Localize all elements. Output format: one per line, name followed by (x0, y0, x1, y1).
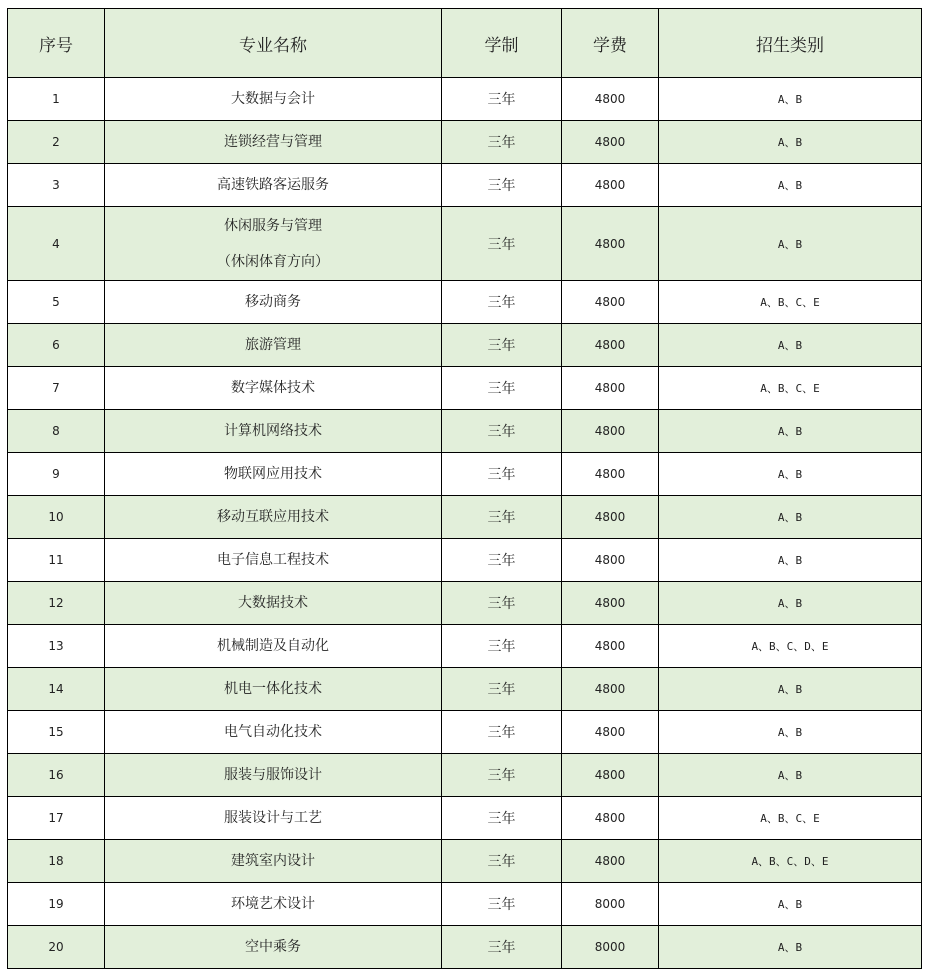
major-name-text: 数字媒体技术 (231, 380, 315, 396)
cell-index: 18 (8, 840, 105, 883)
major-name-text: 电子信息工程技术 (217, 552, 329, 568)
cell-category: A、B (659, 453, 922, 496)
cell-category: A、B (659, 754, 922, 797)
major-name-text: 服装与服饰设计 (224, 767, 322, 783)
cell-major-name (105, 324, 442, 367)
major-name-text: 机电一体化技术 (224, 681, 322, 697)
cell-duration: 三年 (442, 281, 562, 324)
cell-index: 5 (8, 281, 105, 324)
cell-major-name (105, 410, 442, 453)
cell-tuition: 4800 (562, 367, 659, 410)
cell-duration: 三年 (442, 367, 562, 410)
cell-major-name (105, 625, 442, 668)
cell-index: 3 (8, 164, 105, 207)
cell-tuition: 4800 (562, 539, 659, 582)
cell-index: 14 (8, 668, 105, 711)
cell-tuition: 4800 (562, 207, 659, 281)
majors-table (7, 8, 922, 969)
cell-index: 11 (8, 539, 105, 582)
cell-index: 19 (8, 883, 105, 926)
table-header (8, 9, 922, 78)
major-name-text: 休闲服务与管理 (224, 217, 322, 234)
cell-major-name (105, 539, 442, 582)
table-row (8, 539, 922, 582)
major-name-text: 空中乘务 (245, 939, 301, 955)
cell-category: A、B (659, 539, 922, 582)
cell-category: A、B、C、E (659, 367, 922, 410)
table-row (8, 453, 922, 496)
cell-major-name (105, 754, 442, 797)
cell-duration: 三年 (442, 883, 562, 926)
cell-index: 13 (8, 625, 105, 668)
table-row (8, 496, 922, 539)
table-body (8, 78, 922, 969)
cell-category: A、B、C、E (659, 797, 922, 840)
cell-duration: 三年 (442, 496, 562, 539)
cell-tuition: 4800 (562, 410, 659, 453)
cell-duration: 三年 (442, 926, 562, 969)
cell-category: A、B、C、E (659, 281, 922, 324)
cell-index: 7 (8, 367, 105, 410)
major-name-text: 移动互联应用技术 (217, 509, 329, 525)
table-row (8, 324, 922, 367)
cell-tuition: 8000 (562, 926, 659, 969)
cell-tuition: 4800 (562, 121, 659, 164)
table-row (8, 367, 922, 410)
cell-duration: 三年 (442, 164, 562, 207)
cell-major-name (105, 78, 442, 121)
cell-duration: 三年 (442, 78, 562, 121)
cell-duration: 三年 (442, 711, 562, 754)
cell-tuition: 4800 (562, 582, 659, 625)
col-header-category: 招生类别 (659, 9, 922, 78)
cell-category: A、B (659, 668, 922, 711)
major-name-text: 服装设计与工艺 (224, 810, 322, 826)
cell-category: A、B (659, 324, 922, 367)
cell-category: A、B、C、D、E (659, 625, 922, 668)
cell-duration: 三年 (442, 539, 562, 582)
table-row (8, 840, 922, 883)
cell-tuition: 4800 (562, 840, 659, 883)
cell-major-name (105, 668, 442, 711)
major-name-text: 大数据与会计 (231, 91, 315, 107)
cell-tuition: 4800 (562, 281, 659, 324)
major-name-text: 建筑室内设计 (231, 853, 315, 869)
cell-duration: 三年 (442, 410, 562, 453)
major-name-text: 高速铁路客运服务 (217, 177, 329, 193)
cell-duration: 三年 (442, 754, 562, 797)
cell-index: 8 (8, 410, 105, 453)
table-row (8, 164, 922, 207)
cell-major-name (105, 367, 442, 410)
major-name-text: 物联网应用技术 (224, 466, 322, 482)
cell-category: A、B、C、D、E (659, 840, 922, 883)
cell-index: 16 (8, 754, 105, 797)
cell-tuition: 4800 (562, 324, 659, 367)
cell-category: A、B (659, 121, 922, 164)
cell-index: 6 (8, 324, 105, 367)
table-row (8, 207, 922, 281)
major-name-text: 电气自动化技术 (224, 724, 322, 740)
cell-category: A、B (659, 410, 922, 453)
cell-duration: 三年 (442, 840, 562, 883)
cell-duration: 三年 (442, 582, 562, 625)
cell-major-name (105, 797, 442, 840)
table-row (8, 410, 922, 453)
major-name-text: 计算机网络技术 (224, 423, 322, 439)
cell-tuition: 8000 (562, 883, 659, 926)
cell-index: 9 (8, 453, 105, 496)
major-name-text: 环境艺术设计 (231, 896, 315, 912)
cell-major-name (105, 711, 442, 754)
table-row (8, 754, 922, 797)
cell-tuition: 4800 (562, 164, 659, 207)
major-name-text: 连锁经营与管理 (224, 134, 322, 150)
cell-category: A、B (659, 78, 922, 121)
cell-category: A、B (659, 207, 922, 281)
cell-tuition: 4800 (562, 496, 659, 539)
cell-major-name (105, 121, 442, 164)
table-row (8, 121, 922, 164)
major-name-text: 旅游管理 (245, 337, 301, 353)
cell-index: 15 (8, 711, 105, 754)
cell-major-name (105, 207, 442, 281)
cell-duration: 三年 (442, 324, 562, 367)
cell-category: A、B (659, 496, 922, 539)
cell-major-name (105, 883, 442, 926)
table-row (8, 797, 922, 840)
table-row (8, 281, 922, 324)
header-row (8, 9, 922, 78)
cell-index: 20 (8, 926, 105, 969)
cell-index: 12 (8, 582, 105, 625)
table-row (8, 668, 922, 711)
cell-tuition: 4800 (562, 711, 659, 754)
col-header-tuition: 学费 (562, 9, 659, 78)
major-name-text: 移动商务 (245, 294, 301, 310)
cell-index: 4 (8, 207, 105, 281)
cell-category: A、B (659, 164, 922, 207)
cell-index: 17 (8, 797, 105, 840)
cell-duration: 三年 (442, 207, 562, 281)
major-name-text: 机械制造及自动化 (217, 638, 329, 654)
table-row (8, 883, 922, 926)
col-header-duration: 学制 (442, 9, 562, 78)
cell-major-name (105, 164, 442, 207)
cell-duration: 三年 (442, 668, 562, 711)
cell-category: A、B (659, 883, 922, 926)
cell-duration: 三年 (442, 453, 562, 496)
table-row (8, 625, 922, 668)
cell-major-name (105, 281, 442, 324)
cell-tuition: 4800 (562, 668, 659, 711)
table-row (8, 711, 922, 754)
cell-major-name (105, 582, 442, 625)
col-header-index: 序号 (8, 9, 105, 78)
cell-tuition: 4800 (562, 754, 659, 797)
cell-tuition: 4800 (562, 625, 659, 668)
col-header-major-name: 专业名称 (105, 9, 442, 78)
table-row (8, 582, 922, 625)
cell-major-name (105, 496, 442, 539)
cell-duration: 三年 (442, 121, 562, 164)
cell-category: A、B (659, 711, 922, 754)
cell-duration: 三年 (442, 797, 562, 840)
cell-major-name (105, 453, 442, 496)
cell-major-name (105, 840, 442, 883)
cell-category: A、B (659, 582, 922, 625)
cell-index: 10 (8, 496, 105, 539)
major-name-text: 大数据技术 (238, 595, 308, 611)
cell-tuition: 4800 (562, 78, 659, 121)
table-row (8, 78, 922, 121)
cell-major-name (105, 926, 442, 969)
major-direction-text: （休闲体育方向） (217, 253, 329, 270)
cell-tuition: 4800 (562, 797, 659, 840)
cell-duration: 三年 (442, 625, 562, 668)
cell-category: A、B (659, 926, 922, 969)
cell-tuition: 4800 (562, 453, 659, 496)
cell-index: 2 (8, 121, 105, 164)
table-row (8, 926, 922, 969)
cell-index: 1 (8, 78, 105, 121)
